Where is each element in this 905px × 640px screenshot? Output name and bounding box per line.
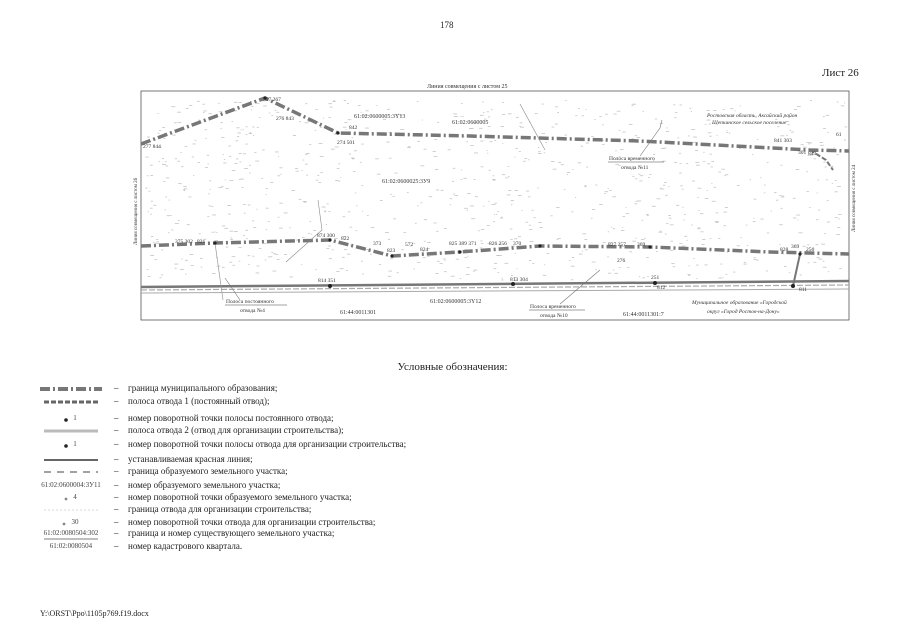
- callout-3-line2: отвода №10: [540, 313, 568, 319]
- callout-2-line1: Полоса постоянного: [226, 299, 274, 305]
- legend-text: граница и номер существующего земельного участка;: [128, 528, 335, 538]
- match-line-right: Линия совмещения с листом 24: [852, 164, 857, 232]
- svg-text:813 304: 813 304: [510, 277, 528, 283]
- svg-text:277 844: 277 844: [143, 144, 161, 150]
- legend-item: [0, 438, 905, 450]
- match-line-top: Линия совмещения с листом 25: [427, 84, 508, 90]
- legend-dash: –: [114, 528, 119, 538]
- cad-quarter-top: 61:02:0600005: [452, 120, 489, 126]
- callout-2-line2: отвода №4: [240, 308, 265, 314]
- legend-symbol: [36, 503, 106, 515]
- legend-dash: –: [114, 396, 119, 406]
- legend-text: граница муниципального образования;: [128, 383, 278, 393]
- svg-text:373: 373: [373, 241, 382, 247]
- legend-text: полоса отвода 1 (постоянный отвод);: [128, 396, 270, 406]
- legend-dash: –: [114, 517, 119, 527]
- legend-item: [0, 503, 905, 515]
- legend-item: [0, 527, 905, 539]
- legend-item: [0, 540, 905, 552]
- svg-text:843: 843: [808, 151, 817, 157]
- svg-text:276 843: 276 843: [276, 116, 294, 122]
- legend-dash: –: [114, 439, 119, 449]
- municipal-text-1: Муниципальное образование «Городской: [692, 300, 787, 306]
- legend-item: [0, 424, 905, 436]
- svg-text:821: 821: [197, 239, 206, 245]
- sheet-label: Лист 26: [822, 67, 859, 79]
- svg-text:251: 251: [651, 275, 660, 281]
- legend-dash: –: [114, 466, 119, 476]
- svg-text:822: 822: [341, 236, 350, 242]
- svg-text:825 389 371: 825 389 371: [449, 241, 477, 247]
- legend-dash: –: [114, 454, 119, 464]
- legend-symbol-label: 1: [73, 414, 77, 422]
- svg-text:841 303: 841 303: [774, 138, 792, 144]
- svg-text:61: 61: [836, 132, 842, 138]
- legend-symbol: [36, 382, 106, 394]
- legend-dash: –: [114, 504, 119, 514]
- match-line-left: Линия совмещения с листом 26: [134, 177, 139, 245]
- svg-text:370: 370: [513, 241, 522, 247]
- legend-text: номер поворотной точки полосы отвода для организации строительства;: [128, 439, 407, 449]
- callout-1-line1: Полоса временного: [609, 156, 655, 162]
- svg-text:826 256: 826 256: [489, 241, 507, 247]
- svg-text:369: 369: [791, 244, 800, 250]
- cad-parcel-bottom: 61:02:0600005:3Y12: [430, 299, 482, 305]
- svg-text:828: 828: [780, 247, 789, 253]
- svg-text:874 300: 874 300: [317, 233, 335, 239]
- legend-item: [0, 465, 905, 477]
- legend-dash: –: [114, 492, 119, 502]
- svg-text:301: 301: [798, 150, 807, 156]
- page-number: 178: [440, 20, 454, 30]
- legend-dash: –: [114, 541, 119, 551]
- svg-text:276: 276: [617, 258, 626, 264]
- municipal-text-2: округ «Город Ростов-на-Дону»: [707, 309, 780, 315]
- svg-text:812: 812: [657, 285, 666, 291]
- legend-symbol: [36, 395, 106, 407]
- legend-text: граница отвода для организации строительства;: [128, 504, 312, 514]
- callout-3-line1: Полоса временного: [530, 304, 576, 310]
- footer-file-path: Y:\ORST\Ppo\1105p769.f19.docx: [40, 609, 149, 618]
- svg-text:369: 369: [637, 242, 646, 248]
- cad-quarter-bottom-left: 61:44:0011301: [340, 310, 377, 316]
- legend-symbol-label: 61:02:0080504:302: [43, 529, 99, 537]
- region-text-2: Щепкинское сельское поселение: [712, 120, 787, 126]
- svg-text:256: 256: [806, 247, 815, 253]
- legend-title: Условные обозначения:: [397, 361, 508, 373]
- legend-dash: –: [114, 413, 119, 423]
- svg-text:572: 572: [405, 242, 414, 248]
- legend-symbol-label: 1: [73, 440, 77, 448]
- svg-text:827 257: 827 257: [608, 242, 626, 248]
- legend-text: полоса отвода 2 (отвод для организации строительства);: [128, 425, 344, 435]
- legend-text: номер поворотной точки образуемого земельного участка;: [128, 492, 352, 502]
- cad-quarter-bottom-right: 61:44:0011301:7: [623, 312, 664, 318]
- svg-text:367 267: 367 267: [263, 97, 281, 103]
- legend-text: номер кадастрового квартала.: [128, 541, 243, 551]
- cad-parcel-mid: 61:02:0600025:3У9: [382, 179, 431, 185]
- legend-item: [0, 412, 905, 424]
- legend-symbol-label: 61:02:0080504: [49, 542, 93, 550]
- region-text-1: Ростовская область, Аксайский район: [707, 113, 798, 119]
- legend-item: [0, 453, 905, 465]
- callout-1-line2: отвода №11: [621, 165, 649, 171]
- legend-symbol-label: 4: [73, 493, 77, 501]
- legend-text: граница образуемого земельного участка;: [128, 466, 288, 476]
- legend-text: номер поворотной точки отвода для организации строительства;: [128, 517, 376, 527]
- legend-symbol-label: 30: [71, 518, 79, 526]
- legend-item: [0, 395, 905, 407]
- legend-symbol: [36, 453, 106, 465]
- legend-item: [0, 382, 905, 394]
- legend-item: [0, 491, 905, 503]
- legend-dash: –: [114, 480, 119, 490]
- svg-text:274 501: 274 501: [337, 140, 355, 146]
- legend-symbol: [36, 424, 106, 436]
- cad-parcel-top: 61:02:0600005:3Y13: [354, 114, 406, 120]
- svg-text:814 351: 814 351: [318, 278, 336, 284]
- legend-text: устанавливаемая красная линия;: [128, 454, 253, 464]
- legend-text: номер образуемого земельного участка;: [128, 480, 281, 490]
- svg-text:842: 842: [349, 125, 358, 131]
- svg-text:824: 824: [420, 247, 429, 253]
- svg-text:375 302: 375 302: [175, 239, 193, 245]
- legend-text: номер поворотной точки полосы постоянного отвода;: [128, 413, 334, 423]
- legend-dash: –: [114, 425, 119, 435]
- svg-text:823: 823: [387, 248, 396, 254]
- svg-text:811: 811: [799, 287, 808, 293]
- legend-dash: –: [114, 383, 119, 393]
- legend-symbol: [36, 465, 106, 477]
- legend-symbol-label: 61:02:0600004:3У11: [41, 481, 101, 489]
- legend-item: [0, 479, 905, 491]
